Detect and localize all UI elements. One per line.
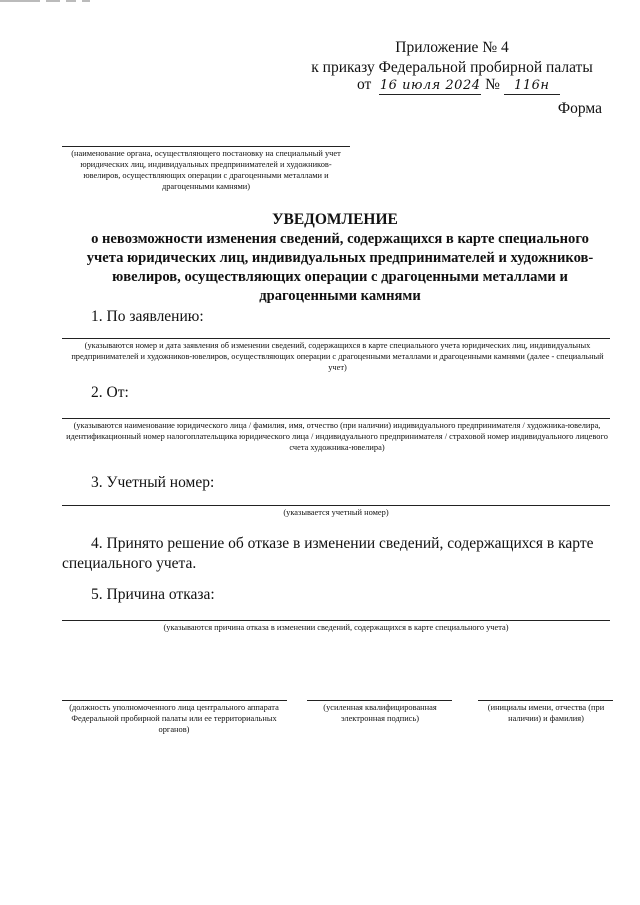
item-3-label: 3. Учетный номер: [91, 474, 215, 491]
appendix-number: Приложение № 4 [395, 39, 509, 56]
number-label: № [485, 76, 500, 93]
order-date: 16 июля 2024 [379, 78, 481, 93]
organ-name-line [62, 146, 350, 147]
order-reference: к приказу Федеральной пробирной палаты [311, 59, 593, 76]
item-5-caption: (указываются причина отказа в изменении сведений, содержащихся в карте специального учета) [163, 623, 509, 632]
signature-line [307, 700, 452, 701]
from-label: от [357, 76, 372, 93]
document-subtitle: о невозможности изменения сведений, содержащихся в карте специального учета юридических лиц, индивидуальных предпринимателей и художников-ювелиров, осуществляющих операции с драгоценными металлами и драгоценными камнями [86, 231, 594, 304]
position-caption: (должность уполномоченного лица центрального аппарата Федеральной пробирной палаты или ее территориальных органов) [69, 703, 279, 734]
item-2-caption: (указываются наименование юридического лица / фамилия, имя, отчество (при наличии) индивидуального предпринимателя / художника-ювелира, идентификационный номер налогоплательщика юридического лица / индивидуального предпринимателя / страховой номер индивидуального лицевого счета художника-ювелира) [66, 421, 608, 452]
item-5-line [62, 620, 610, 621]
item-1-caption: (указываются номер и дата заявления об изменении сведений, содержащихся в карте специального учета юридических лиц, индивидуальных предпринимателей и художников-ювелиров, осуществляющих операции с драгоценными металлами и драгоценными камнями (далее - специальный учет) [71, 341, 604, 372]
item-2-line [62, 418, 610, 419]
name-line [478, 700, 613, 701]
document-title: УВЕДОМЛЕНИЕ [272, 211, 398, 228]
position-line [62, 700, 287, 701]
item-1-line [62, 338, 610, 339]
organ-caption: (наименование органа, осуществляющего постановку на специальный учет юридических лиц, индивидуальных предпринимателей и художников-ювелиров, осуществляющих операции с драгоценными металлами и драгоценными камнями) [71, 149, 341, 191]
form-label: Форма [557, 100, 602, 117]
order-number: 116н [504, 76, 560, 95]
item-2-label: 2. От: [91, 384, 129, 401]
signature-caption: (усиленная квалифицированная электронная подпись) [323, 703, 437, 723]
item-1-label: 1. По заявлению: [91, 308, 204, 325]
appendix-header [302, 38, 602, 78]
item-3-line [62, 505, 610, 506]
item-4-text: 4. Принято решение об отказе в изменении сведений, содержащихся в карте специального учета. [62, 535, 594, 572]
name-caption: (инициалы имени, отчества (при наличии) и фамилия) [487, 703, 605, 723]
item-5-label: 5. Причина отказа: [91, 586, 215, 603]
item-3-caption: (указывается учетный номер) [283, 508, 389, 517]
order-date-line [357, 76, 617, 95]
scan-artifact [0, 0, 120, 6]
